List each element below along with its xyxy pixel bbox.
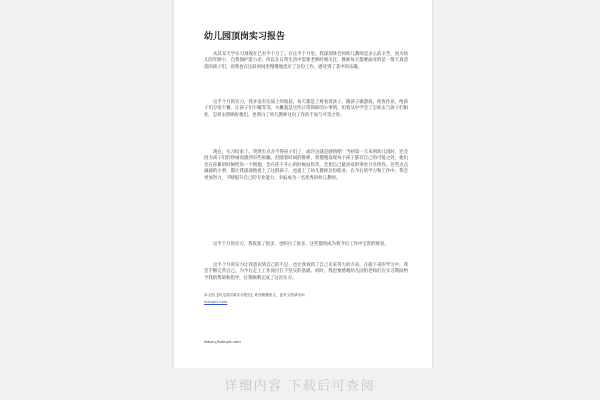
paragraph-3: 现在，实习结束了。突然有点舍不得孩子们了，或许这就是感情吧！当初第一天来到幼儿园时，还会因为孩子们的吵闹而感到有些烦躁，但随着时间的推移，我慢慢发现每个孩子都有自己的可爱之处，他们会在你累的时候给你一个拥抱，会在你不开心的时候逗你笑，会把自己最喜欢的零食分享给你。这些点点滴滴的小事，都让我深深地爱上了这群孩子，也爱上了幼儿教师这份职业。在今后的学习和工作中，我会更加努力，不断提升自己的专业能力，争取成为一名优秀的幼儿教师。 [204,150,408,181]
document-page [174,0,432,368]
paragraph-4: 这半个月的实习，我收获了很多，也明白了很多，这些都将成为我今后工作中宝贵的财富。 [213,242,389,247]
document-title: 幼儿园顶岗实习报告 [204,32,286,42]
paragraph-1: 从其耳天学实习到现在已有半个月了。在这半个月里，我深刻体会到幼儿教师是多么的辛苦，因为幼儿的年龄小，自我保护能力差，所以在日常生活中需要老师时刻关注，教师每天都要面对的是一群天真活泼的孩子们，而我也在这段时间里慢慢地适应了这份工作，感受到了其中的乐趣。 [204,52,408,70]
source-note: 本文档【幼儿园顶岗实习报告】来自酷猫美文，更多文档请访问 [204,293,305,297]
paragraph-5: 这半个月的实习让我意识到自己的不足，也让我看到了自己未来努力的方向。在接下来的学习中，我会不断完善自己，为今后走上工作岗位打下坚实的基础。同时，我也要感谢幼儿园的老师们在实习期间给予我的帮助和指导，让我顺利完成了这次实习。 [204,263,408,281]
source-url: https://kukupit.com [204,339,241,344]
download-banner-text: 详细内容 下载后可查阅 [224,378,376,394]
paragraph-2: 这半个月的实习，我并没有实质上的收获，每天都是上班看着孩子，跟孩子做游戏，检查作业，给孩子们分发午餐，让孩子们午睡等等。大概就是这些日常琐碎的小事情，但我从中学会了怎样去与孩子们相处，怎样去照顾好他们，也明白了幼儿教师这份工作的不易与可贵之处。 [204,100,408,118]
source-link[interactable]: kukupit.com [204,299,228,304]
download-banner[interactable] [0,368,600,400]
